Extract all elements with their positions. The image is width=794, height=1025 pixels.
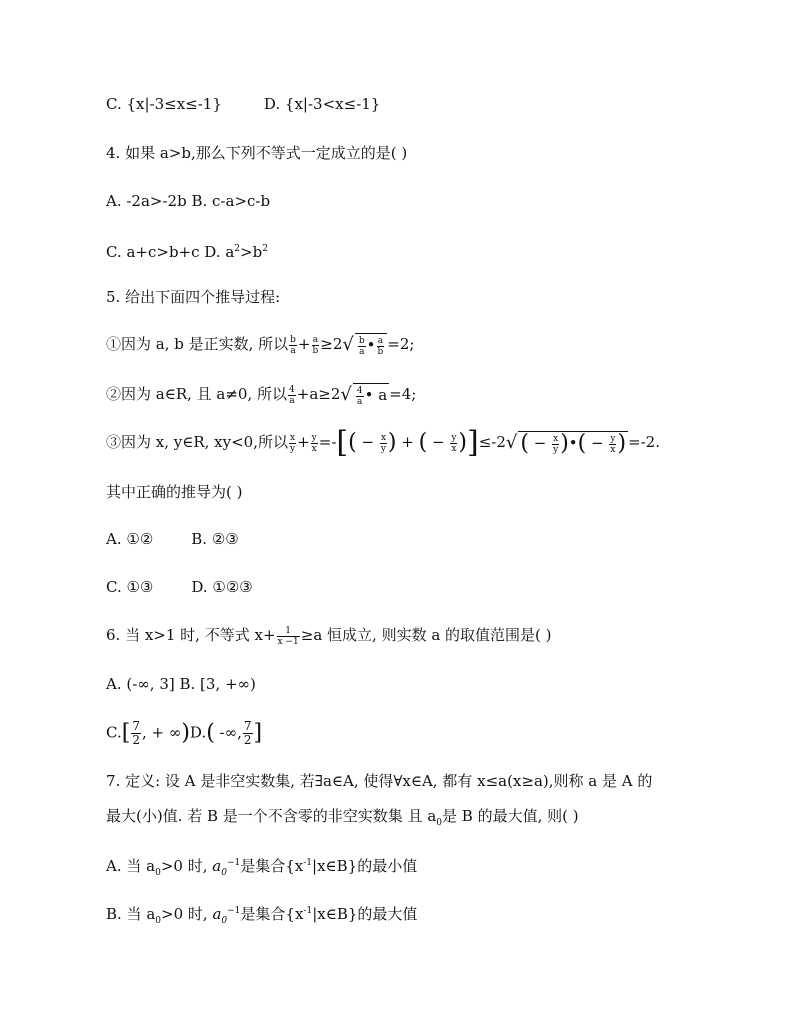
q3-option-d: D. {x|-3<x≤-1} bbox=[263, 95, 381, 113]
q4-options-cd: C. a+c>b+c D. $a^2>b^2$ bbox=[106, 243, 268, 261]
q7-stem-line-1: 7. 定义: 设 A 是非空实数集, 若∃a∈A, 使得∀x∈A, 都有 x≤a(x≥a),则称 a 是 A 的 bbox=[106, 772, 653, 790]
q4-stem: 4. 如果 a>b,那么下列不等式一定成立的是( ) bbox=[106, 144, 408, 162]
q7-option-a: A. 当 $a_0>0$ 时, $a_0^{-1}$是集合$\{x^{-1}|x\in B\}$的最小值 bbox=[106, 857, 418, 878]
q4-options-ab: A. -2a>-2b B. c-a>c-b bbox=[106, 192, 271, 210]
q5-options-ab: A. ①② B. ②③ bbox=[106, 530, 239, 548]
q7-stem-line-2: 最大(小)值. 若 B 是一个不含零的非空实数集 且 $a_0$是 B 的最大值, 则( ) bbox=[106, 807, 579, 828]
q5-derivation-2: ②因为 a∈R, 且 a≠0, 所以 $\frac{4}{a}$ +a≥2√ $\frac{4}{a}$ • a =4; bbox=[106, 384, 417, 407]
q5-options-cd: C. ①③ D. ①②③ bbox=[106, 578, 253, 596]
q5-derivation-3: ③因为 x, y∈R, xy<0,所以 $\frac{x}{y}$ + $\frac{y}{x}$ =-[( − $\frac{x}{y}$ ) + ( − $\frac{y}{x}$ )]≤-2√ ( − $\frac{x}{y}$ )•( − $\frac{y}{x}$ ) =-2. bbox=[106, 425, 660, 460]
q5-question: 其中正确的推导为( ) bbox=[106, 483, 243, 501]
q6-options-ab: A. (-∞, 3] B. [3, +∞) bbox=[106, 675, 256, 693]
q5-stem: 5. 给出下面四个推导过程: bbox=[106, 288, 281, 306]
q6-stem: 6. 当 x>1 时, 不等式 x+ $\frac{1}{x -1}$ ≥a 恒成立, 则实数 a 的取值范围是( ) bbox=[106, 625, 552, 647]
q3-option-c: C. {x|-3≤x≤-1} bbox=[106, 95, 222, 113]
q6-options-cd: C.[ $\frac{7}{2}$ , + ∞)D.( -∞, $\frac{7}{2}$ ] bbox=[106, 719, 263, 747]
q7-option-b: B. 当 $a_0>0$ 时, $a_0^{-1}$是集合$\{x^{-1}|x\in B\}$的最大值 bbox=[106, 905, 418, 926]
q3-options bbox=[106, 93, 380, 115]
q5-derivation-1: ①因为 a, b 是正实数, 所以 $\frac{b}{a}$ + $\frac{a}{b}$ ≥2√ $\frac{b}{a}$ • $\frac{a}{b}$ =2; bbox=[106, 334, 415, 357]
